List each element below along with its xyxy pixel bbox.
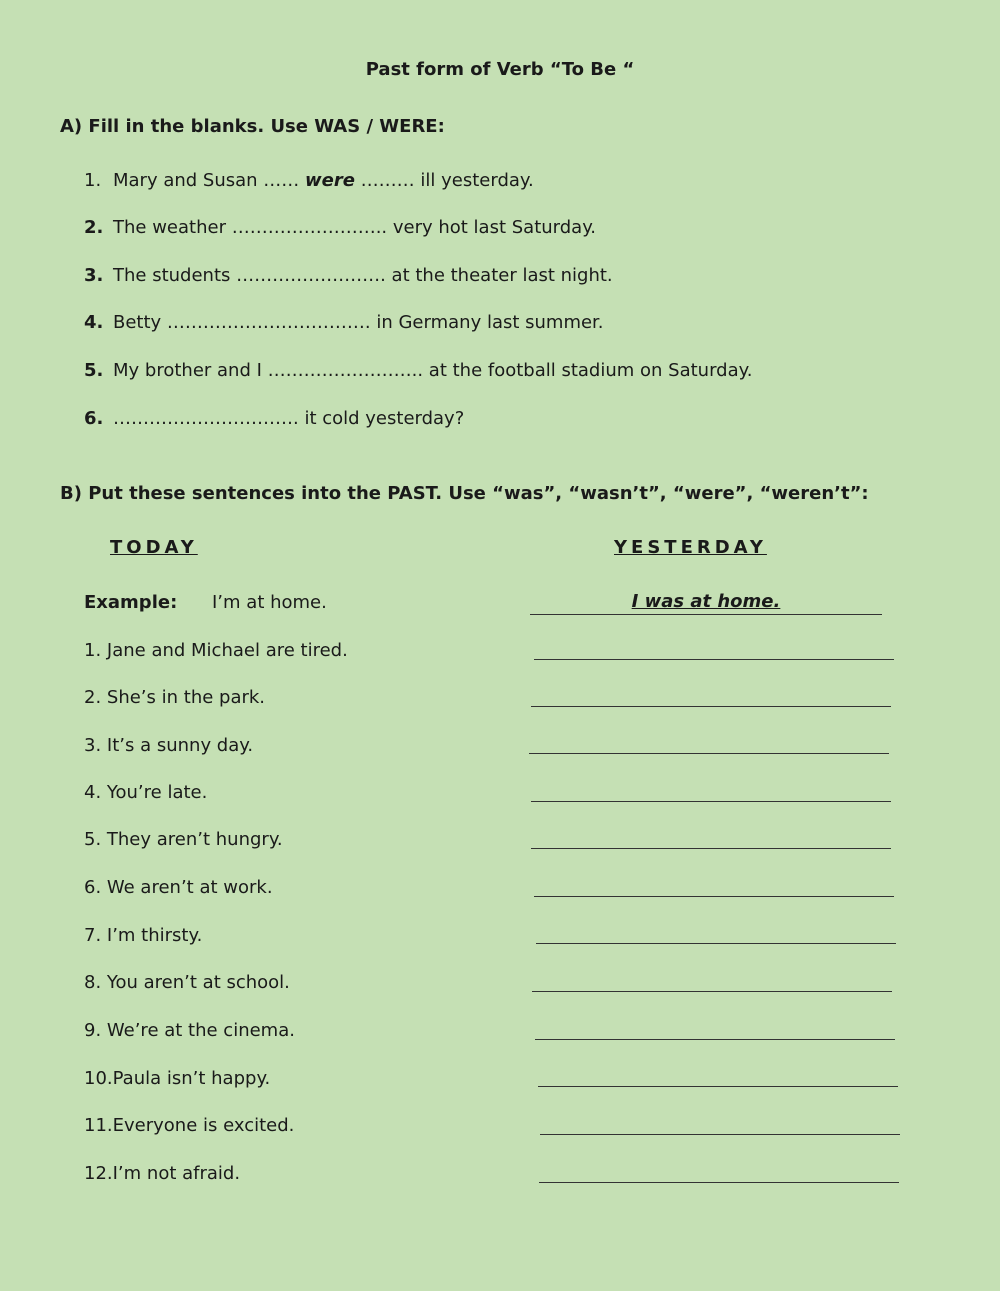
past-item-2: 2. She’s in the park. (84, 687, 266, 708)
item-text: Betty ……………………………. in Germany last summer. (113, 312, 604, 333)
answer-line-11[interactable] (540, 1134, 900, 1135)
fill-blank-item-3 (84, 265, 613, 286)
fill-blank-item-2 (84, 217, 596, 238)
answer-line-3[interactable] (529, 753, 889, 754)
answer-line-7[interactable] (536, 943, 896, 944)
example-answer-word: were (305, 170, 355, 191)
past-item-3: 3. It’s a sunny day. (84, 735, 254, 756)
item-number: 3. (84, 265, 104, 286)
item-text-after: ill yesterday. (414, 170, 534, 191)
item-number: 2. (84, 217, 104, 238)
section-b-heading: B) Put these sentences into the PAST. Use “was”, “wasn’t”, “were”, “weren’t”: (60, 483, 869, 504)
past-item-9: 9. We’re at the cinema. (84, 1020, 295, 1041)
answer-line-12[interactable] (539, 1182, 899, 1183)
answer-line-4[interactable] (531, 801, 891, 802)
item-text: …………………………. it cold yesterday? (113, 408, 465, 429)
item-dots: ……… (354, 170, 415, 191)
item-number: 1. (84, 170, 102, 191)
column-header-yesterday: YESTERDAY (614, 537, 767, 558)
item-number: 4. (84, 312, 104, 333)
answer-line-2[interactable] (531, 706, 891, 707)
example-label: Example: (84, 592, 178, 613)
answer-line-5[interactable] (531, 848, 891, 849)
example-sentence: I’m at home. (212, 592, 327, 613)
item-number: 6. (84, 408, 104, 429)
answer-line-10[interactable] (538, 1086, 898, 1087)
past-item-7: 7. I’m thirsty. (84, 925, 203, 946)
past-item-10: 10.Paula isn’t happy. (84, 1068, 271, 1089)
section-a-heading: A) Fill in the blanks. Use WAS / WERE: (60, 116, 445, 137)
column-header-today: TODAY (110, 537, 198, 558)
item-text: The weather …………………….. very hot last Saturday. (113, 217, 597, 238)
answer-line-8[interactable] (532, 991, 892, 992)
page-title: Past form of Verb “To Be “ (365, 59, 635, 80)
fill-blank-item-4 (84, 312, 604, 333)
answer-line-9[interactable] (535, 1039, 895, 1040)
past-item-4: 4. You’re late. (84, 782, 208, 803)
answer-line-1[interactable] (534, 659, 894, 660)
item-number: 5. (84, 360, 104, 381)
item-text: The students ……………………. at the theater last night. (113, 265, 613, 286)
fill-blank-item-6 (84, 408, 464, 429)
past-item-6: 6. We aren’t at work. (84, 877, 273, 898)
fill-blank-item-1 (84, 170, 534, 191)
past-item-1: 1. Jane and Michael are tired. (84, 640, 348, 661)
item-text-before: Mary and Susan …… (113, 170, 306, 191)
past-item-11: 11.Everyone is excited. (84, 1115, 295, 1136)
past-item-5: 5. They aren’t hungry. (84, 829, 283, 850)
answer-line-6[interactable] (534, 896, 894, 897)
example-row (84, 592, 327, 613)
fill-blank-item-5 (84, 360, 752, 381)
example-answer: I was at home. (530, 590, 882, 615)
item-text: My brother and I …………………….. at the football stadium on Saturday. (113, 360, 753, 381)
past-item-12: 12.I’m not afraid. (84, 1163, 241, 1184)
past-item-8: 8. You aren’t at school. (84, 972, 290, 993)
